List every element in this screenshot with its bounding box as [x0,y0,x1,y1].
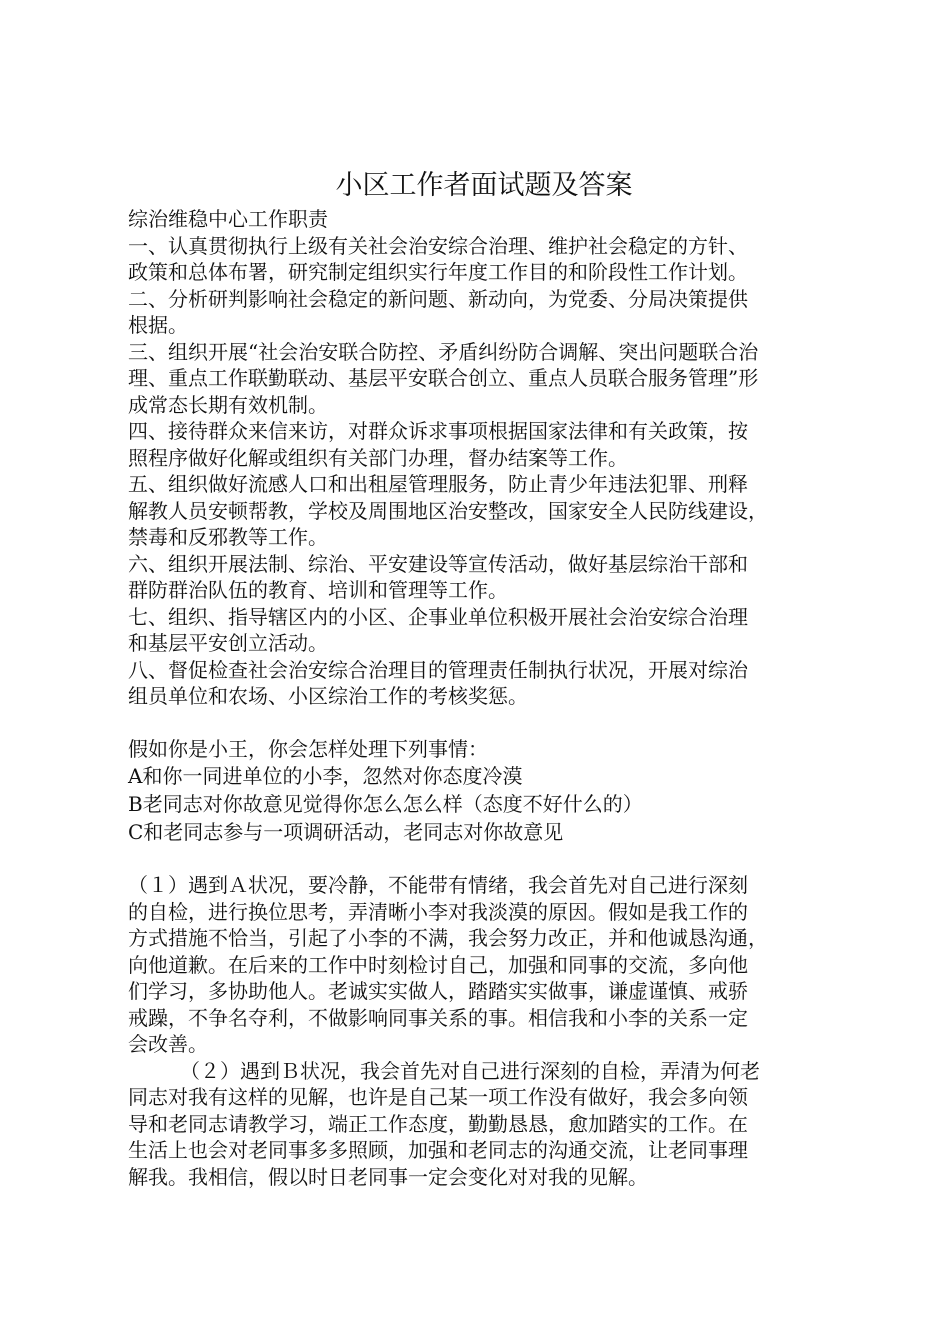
duties-heading: 综治维稳中心工作职责 [128,207,328,231]
question-item-c: C和老同志参与一项调研活动，老同志对你故意见 [128,820,564,844]
duty-line: 六、组织开展法制、综治、平安建设等宣传活动，做好基层综治干部和 [128,551,748,576]
duty-line: 八、督促检查社会治安综合治理目的管理责任制执行状况，开展对综治 [128,657,748,682]
duty-line: 五、组织做好流感人口和出租屋管理服务，防止青少年违法犯罪、刑释 [128,472,748,496]
spacer [128,710,828,736]
duty-line: 理、重点工作联勤联动、基层平安联合创立、重点人员联合服务管理”形 [128,366,759,390]
answer-line: 同志对我有这样的见解，也许是自己某一项工作没有做好，我会多向领 [128,1085,748,1109]
document-title: 小区工作者面试题及答案 [335,170,633,201]
duty-line: 根据。 [128,313,188,337]
duty-line: 四、接待群众来信来访，对群众诉求事项根据国家法律和有关政策，按 [128,419,748,443]
duty-line: 一、认真贯彻执行上级有关社会治安综合治理、维护社会稳定的方针、 [128,233,748,258]
answer-2 [128,1058,828,1191]
answer-1 [128,872,828,1058]
answer-line: 向他道歉。在后来的工作中时刻检讨自己，加强和同事的交流，多向他 [128,952,748,977]
question-item-b: B老同志对你故意见觉得你怎么怎么样（态度不好什么的） [128,792,643,816]
question-item-a: A和你一同进单位的小李，忽然对你态度冷漠 [128,764,523,788]
duty-line: 成常态长期有效机制。 [128,392,328,417]
answer-line: （１）遇到Ａ状况，要冷静，不能带有情绪，我会首先对自己进行深刻 [128,873,748,897]
answer-line: 们学习，多协助他人。老诚实实做人，踏踏实实做事，谦虚谨慎、戒骄 [128,979,748,1003]
answer-line: （２）遇到Ｂ状况，我会首先对自己进行深刻的自检，弄清为何老 [180,1058,760,1083]
answer-line: 会改善。 [128,1032,208,1056]
spacer [128,846,828,872]
duties-section [128,206,828,710]
answer-line: 戒躁，不争名夺利，不做影响同事关系的事。相信我和小李的关系一定 [128,1005,748,1030]
answer-line: 解我。我相信，假以时日老同事一定会变化对对我的见解。 [128,1164,648,1189]
duty-line: 政策和总体布署，研究制定组织实行年度工作目的和阶段性工作计划。 [128,260,748,284]
duty-line: 七、组织、指导辖区内的小区、企事业单位积极开展社会治安综合治理 [128,604,748,629]
question-intro: 假如你是小王，你会怎样处理下列事情： [128,736,488,761]
duty-line: 群防群治队伍的教育、培训和管理等工作。 [128,578,508,602]
duty-line: 三、组织开展“社会治安联合防控、矛盾纠纷防合调解、突出问题联合治 [128,339,759,364]
duty-line: 照程序做好化解或组织有关部门办理，督办结案等工作。 [128,445,628,470]
duty-line: 和基层平安创立活动。 [128,631,328,655]
question-section [128,736,828,847]
document-page [128,166,828,1190]
duty-line: 组员单位和农场、小区综治工作的考核奖惩。 [128,684,528,708]
answer-line: 方式措施不恰当，引起了小李的不满，我会努力改正，并和他诚恳沟通， [128,926,768,950]
answer-line: 生活上也会对老同事多多照顾，加强和老同志的沟通交流，让老同事理 [128,1138,748,1162]
duty-line: 解教人员安顿帮教，学校及周围地区治安整改，国家安全人民防线建设， [128,498,768,523]
duty-line: 禁毒和反邪教等工作。 [128,525,328,549]
answer-line: 导和老同志请教学习，端正工作态度，勤勤恳恳，愈加踏实的工作。在 [128,1111,748,1136]
duty-line: 二、分析研判影响社会稳定的新问题、新动向，为党委、分局决策提供 [128,286,748,311]
answer-line: 的自检，进行换位思考，弄清晰小李对我淡漠的原因。假如是我工作的 [128,899,748,924]
